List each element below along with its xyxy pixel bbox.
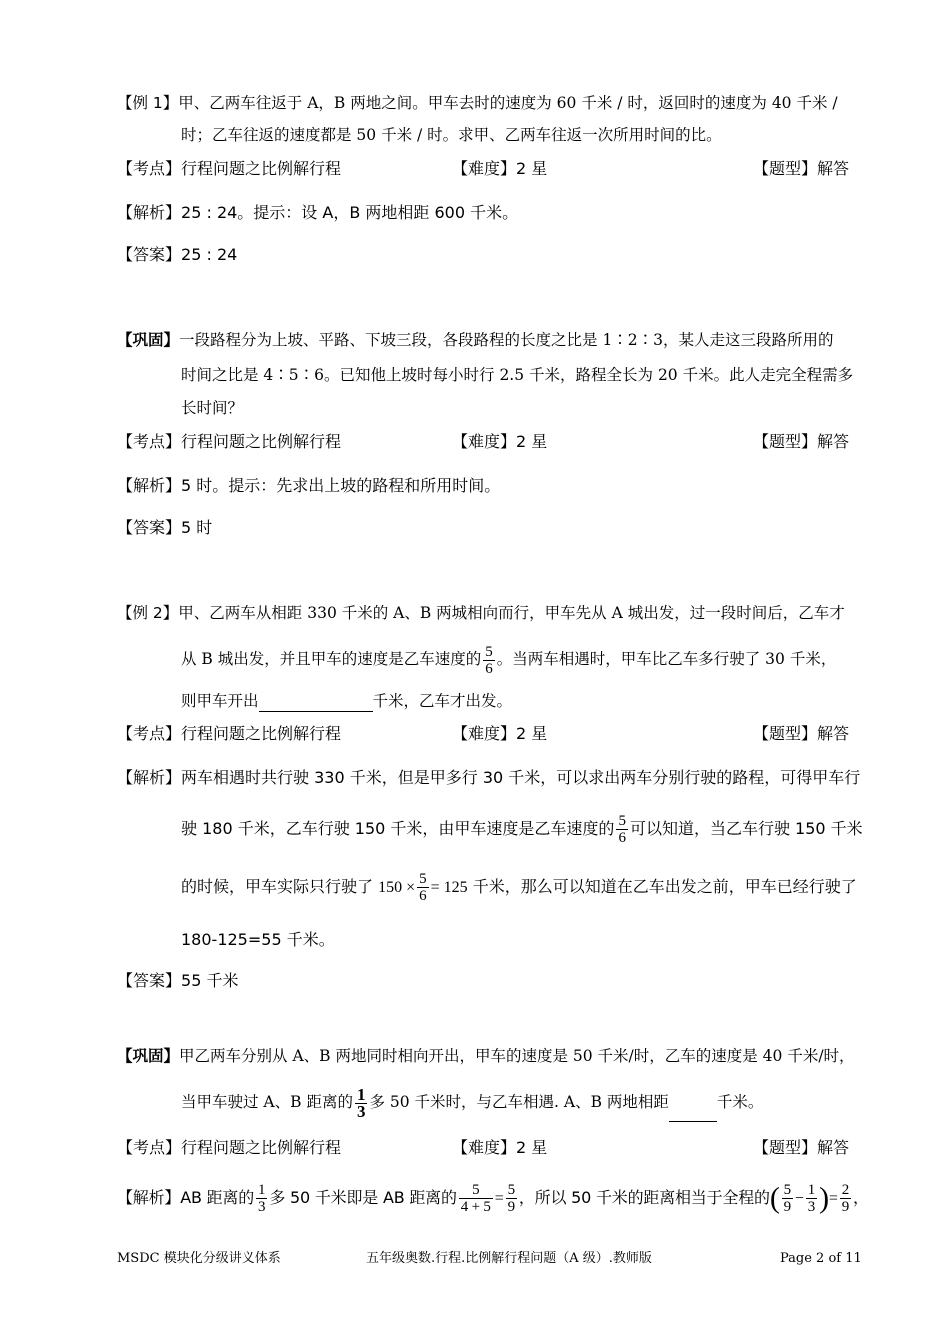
practice-2-line-1: 【巩固】甲乙两车分别从 A、B 两地同时相向开出，甲车的速度是 50 千米/时，乙车的速度是 40 千米/时， <box>117 1047 855 1065</box>
practice-2-line-2: 当甲车驶过 A、B 距离的 $\frac{1}{3}$ 多 50 千米时，与乙车相遇. A、B 两地相距 千米。 <box>181 1084 764 1121</box>
example-1-nandu: 【难度】2 星 <box>452 159 548 178</box>
fraction-5-9: $\frac{5}{9}$ <box>783 1182 791 1215</box>
example-2-jiexi-line-3: 的时候，甲车实际只行驶了 150 × $\frac{5}{6}$ = 125 千米，那么可以知道在乙车出发之前，甲车已经行驶了 <box>181 871 857 904</box>
example-2-jiexi-line-4: 180-125=55 千米。 <box>181 930 335 949</box>
fraction-5-6: $\frac{5}{6}$ <box>419 871 427 904</box>
example-2-line-2: 从 B 城出发，并且甲车的速度是乙车速度的 $\frac{5}{6}$ 。当两车相遇时，甲车比乙车多行驶了 30 千米， <box>181 643 837 677</box>
practice-2-kaodian: 【考点】行程问题之比例解行程 <box>117 1138 342 1157</box>
example-2-tixing: 【题型】解答 <box>753 724 850 743</box>
practice-1-line-1: 【巩固】一段路程分为上坡、平路、下坡三段，各段路程的长度之比是 1∶2∶3，某人走这三段路所用的 <box>117 331 834 349</box>
example-2-label: 【例 2】 <box>117 604 179 622</box>
fraction-5-6: $\frac{5}{6}$ <box>485 643 493 677</box>
example-1-line-2: 时；乙车往返的速度都是 50 千米 / 时。求甲、乙两车往返一次所用时间的比。 <box>181 126 722 144</box>
practice-1-line-2: 时间之比是 4∶5∶6。已知他上坡时每小时行 2.5 千米，路程全长为 20 千米。此人走完全程需多 <box>181 366 854 384</box>
practice-1-answer: 【答案】5 时 <box>117 518 213 537</box>
example-1-label: 【例 1】 <box>117 94 179 112</box>
example-2-nandu: 【难度】2 星 <box>452 724 548 743</box>
practice-2-jiexi: 【解析】AB 距离的 $\frac{1}{3}$ 多 50 千米即是 AB 距离的 $\frac{5}{4 + 5}$ = $\frac{5}{9}$ ，所以 50 千米的距离相当于全程的( $\frac{5}{9}$ − $\frac{1}{3}$ )= $\frac{2}{9}$ ， <box>117 1181 869 1215</box>
practice-1-tixing: 【题型】解答 <box>753 432 850 451</box>
example-2-answer: 【答案】55 千米 <box>117 971 239 990</box>
example-1-jiexi: 【解析】25 : 24。提示：设 A，B 两地相距 600 千米。 <box>117 203 519 222</box>
fraction-5-over-4-plus-5: $\frac{5}{4 + 5}$ <box>460 1182 491 1215</box>
practice-1-nandu: 【难度】2 星 <box>452 432 548 451</box>
fraction-1-3: $\frac{1}{3}$ <box>807 1182 816 1215</box>
example-1-answer: 【答案】25 : 24 <box>117 245 238 264</box>
fraction-5-6: $\frac{5}{6}$ <box>618 813 626 846</box>
footer-page-number: Page 2 of 11 <box>780 1251 862 1266</box>
example-1-kaodian: 【考点】行程问题之比例解行程 <box>117 159 342 178</box>
answer-blank[interactable] <box>669 1107 717 1122</box>
example-2-line-1: 【例 2】甲、乙两车从相距 330 千米的 A、B 两城相向而行，甲车先从 A 城出发，过一段时间后，乙车才 <box>117 604 845 622</box>
footer-center: 五年级奥数.行程.比例解行程问题（A 级）.教师版 <box>366 1251 652 1266</box>
practice-1-kaodian: 【考点】行程问题之比例解行程 <box>117 432 342 451</box>
practice-2-nandu: 【难度】2 星 <box>452 1138 548 1157</box>
fraction-1-3: $\frac{1}{3}$ <box>356 1084 366 1121</box>
footer-left: MSDC 模块化分级讲义体系 <box>117 1251 281 1266</box>
example-2-line-3: 则甲车开出 千米，乙车才出发。 <box>181 692 513 710</box>
fraction-1-3: $\frac{1}{3}$ <box>258 1182 266 1215</box>
practice-2-tixing: 【题型】解答 <box>753 1138 850 1157</box>
practice-1-jiexi: 【解析】5 时。提示：先求出上坡的路程和所用时间。 <box>117 476 501 495</box>
example-1-tixing: 【题型】解答 <box>753 159 850 178</box>
answer-blank[interactable] <box>259 697 373 712</box>
practice-1-label: 【巩固】 <box>117 331 180 349</box>
example-2-kaodian: 【考点】行程问题之比例解行程 <box>117 724 342 743</box>
fraction-2-9: $\frac{2}{9}$ <box>841 1182 849 1215</box>
example-2-jiexi-line-1: 【解析】两车相遇时共行驶 330 千米，但是甲多行 30 千米，可以求出两车分别行驶的路程，可得甲车行 <box>117 768 861 787</box>
example-1-line-1: 【例 1】甲、乙两车往返于 A，B 两地之间。甲车去时的速度为 60 千米 / 时，返回时的速度为 40 千米 / <box>117 94 838 112</box>
practice-2-label: 【巩固】 <box>117 1047 180 1065</box>
practice-1-line-3: 长时间？ <box>181 399 244 417</box>
example-2-jiexi-line-2: 驶 180 千米，乙车行驶 150 千米，由甲车速度是乙车速度的 $\frac{5}{6}$ 可以知道，当乙车行驶 150 千米 <box>181 813 863 846</box>
fraction-5-9: $\frac{5}{9}$ <box>507 1182 515 1215</box>
